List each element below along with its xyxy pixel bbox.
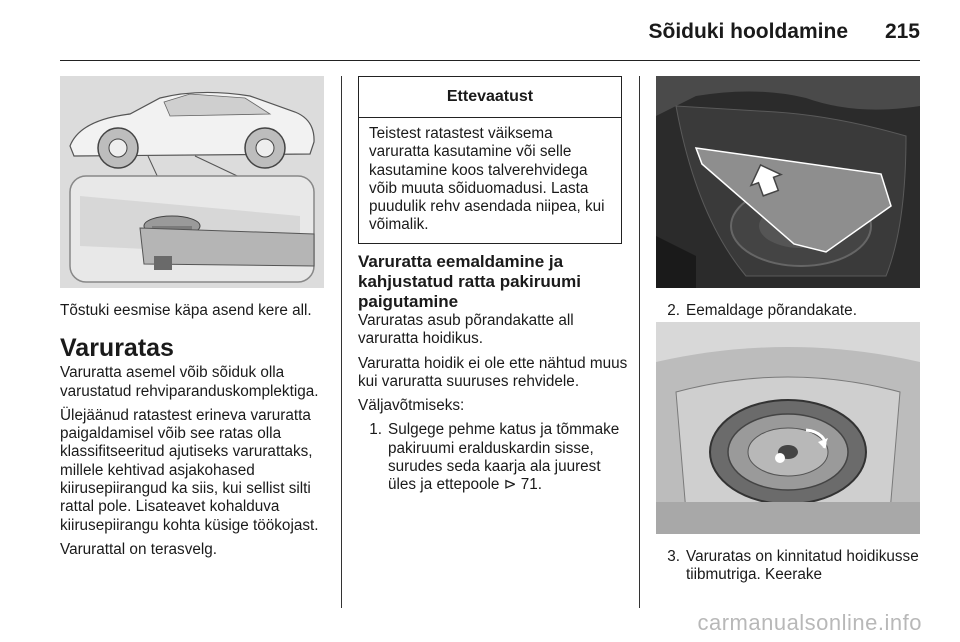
column-divider-1	[341, 76, 342, 608]
warning-text: Teistest ratastest väiksema varuratta kasutamine või selle kasutamine koos talverehvidega võib muuta sõiduomadusi. Lasta puudulik rehv asendada niipea, kui võimalik.	[369, 125, 605, 234]
header-rule	[60, 60, 920, 61]
step-3	[656, 548, 926, 585]
watermark: carmanualsonline.info	[697, 610, 922, 635]
step-number: 3.	[667, 548, 680, 565]
paragraph: Varuratas asub põrandakatte all varuratta hoidikus.	[358, 312, 574, 348]
page-number: 215	[884, 20, 920, 43]
subsection-heading: Varuratta eemaldamine ja kahjustatud ratta pakiruumi paigutamine	[358, 252, 581, 311]
step-text: Varuratas on kinnitatud hoidikusse tiibmutriga. Keerake	[686, 548, 919, 584]
paragraph: Varuratta asemel võib sõiduk olla varustatud rehviparanduskomplektiga.	[60, 364, 319, 400]
step-text: Eemaldage põrandakate.	[686, 302, 857, 319]
step-number: 2.	[667, 302, 680, 319]
page-reference: 71.	[520, 476, 543, 494]
jack-position-illustration	[60, 76, 324, 288]
warning-title: Ettevaatust	[359, 77, 621, 118]
step-text: Sulgege pehme katus ja tõmmake pakiruumi eralduskardin sisse, surudes seda kaarja ala juurest üles ja ettepoole	[388, 421, 620, 494]
paragraph: Varurattal on terasvelg.	[60, 540, 218, 558]
paragraph: Väljavõtmiseks:	[358, 397, 465, 415]
step-1	[358, 421, 628, 494]
column-2-text	[358, 252, 628, 501]
section-heading: Varuratas	[60, 334, 174, 363]
page-reference-icon: ⊳	[503, 476, 517, 494]
section-title: Sõiduki hooldamine	[648, 20, 848, 43]
warning-box	[358, 76, 622, 244]
column-1-text	[60, 302, 330, 565]
paragraph: Varuratta hoidik ei ole ette nähtud muus kui varuratta suuruses rehvidele.	[358, 354, 628, 390]
column-divider-2	[639, 76, 640, 608]
step-2	[656, 302, 926, 320]
paragraph: Ülejäänud ratastest erineva varuratta paigaldamisel võib see ratas olla klassifitseeritud ajutiseks varurattaks, millele kehtivad asjakohased kiirusepiirangud ka siis, kui sellist silti rattal pole. Lisateavet kohalduva kiirusepiirangu kohta küsige töökojast.	[60, 406, 319, 534]
trunk-floor-cover-illustration	[656, 76, 920, 288]
figure-caption: Tõstuki eesmise käpa asend kere all.	[60, 302, 312, 319]
column-3-step-3	[656, 548, 926, 591]
step-number: 1.	[369, 421, 382, 439]
spare-wheel-illustration	[656, 322, 920, 534]
